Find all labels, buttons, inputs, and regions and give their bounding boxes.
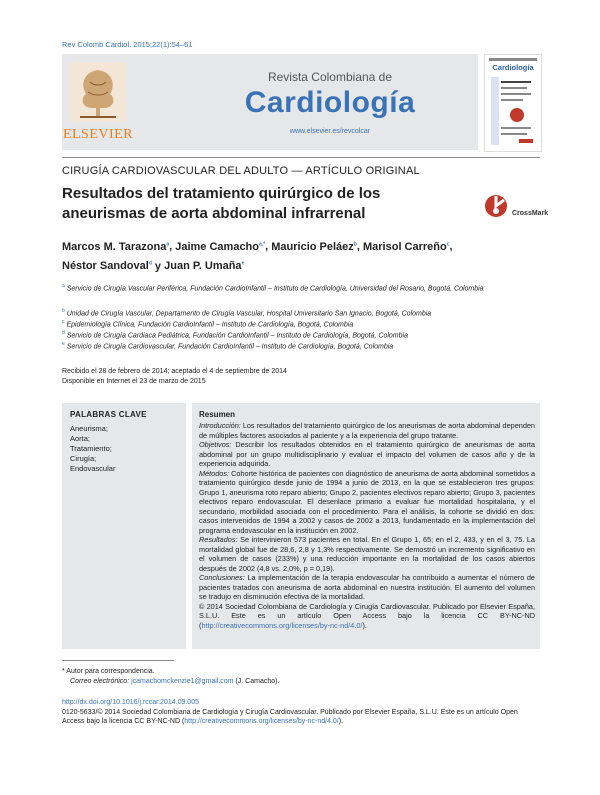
affiliation-a: $^a$ Servicio de Cirugía Vascular Periférica, Fundación CardioInfantil – Instituto de Cardiología, Universidad del Rosario, Bogotá, Colombia: [62, 283, 484, 293]
header-divider: [62, 157, 540, 158]
author-5[interactable]: Néstor Sandoval$^d$: [62, 260, 152, 273]
crossmark-label[interactable]: CrossMark: [512, 210, 549, 217]
abstract-intro: Introducción: Los resultados del tratamiento quirúrgico de los aneurismas de aorta abdominal dependen de múltiples factores asociados al paciente y a la experiencia del grupo tratante.: [199, 421, 535, 440]
author-4[interactable]: Marisol Carreño$^c$: [362, 240, 450, 253]
section-label: CIRUGÍA CARDIOVASCULAR DEL ADULTO — ARTÍCULO ORIGINAL: [62, 165, 420, 177]
affiliation-b: $^b$ Unidad de Cirugía Vascular, Departamento de Cirugía Vascular, Hospital Universitario San Ignacio, Bogotá, Colombia: [62, 308, 432, 318]
cover-image: [489, 75, 537, 147]
email-link[interactable]: jcamachomckenzie1@gmail.com: [131, 678, 234, 685]
affiliation-d: $^d$ Servicio de Cirugía Cardiaca Pediátrica, Fundación CardioInfantil – Instituto de Cardiología, Bogotá, Colombia: [62, 330, 408, 340]
abstract-results: Resultados: Se intervinieron 573 pacientes en total. En el Grupo 1, 65; en el 2, 433, y en el 3, 75. La mortalidad global fue de 28,6, 2,8 y 1,3% respectivamente. Se demostró un incremento significativo en el volumen de casos (233%) y una reducción importante en la mortalidad de los casos abiertos después de 2002 (4,8 vs. 2,0%, p = 0,19).: [199, 535, 535, 573]
author-1[interactable]: Marcos M. Tarazona$^a$: [62, 240, 170, 253]
cover-title: Cardiología: [492, 63, 534, 72]
author-3[interactable]: Mauricio Peláez$^b$: [271, 240, 357, 253]
keyword-item: Aorta;: [70, 434, 91, 443]
keywords-list: [70, 424, 115, 474]
author-6[interactable]: Juan P. Umaña$^e$: [164, 260, 245, 273]
keywords-title: PALABRAS CLAVE: [70, 410, 147, 419]
crossmark-icon[interactable]: [484, 186, 540, 226]
abstract-copyright: © 2014 Sociedad Colombiana de Cardiología y Cirugía Cardiovascular. Publicado por Elsevier España, S.L.U. Este es un artículo Open Access bajo la licencia CC BY-NC-ND (http://creativecommons.org/licenses/by-nc-nd/4.0/).: [199, 601, 535, 630]
article-title: Resultados del tratamiento quirúrgico de los aneurismas de aorta abdominal infrarrenal: [62, 185, 381, 222]
journal-citation: Rev Colomb Cardiol. 2015;22(1):54–61: [62, 40, 193, 49]
author-2[interactable]: Jaime Camacho$^{a,*}$: [175, 240, 266, 253]
journal-title: Cardiología: [244, 86, 416, 119]
abstract-objectives: Objetivos: Describir los resultados obtenidos en el tratamiento quirúrgico de aneurismas de aorta abdominal por un grupo multidisciplinario y evaluar el impacto del volumen de casos año y de la experiencia adquirida.: [199, 440, 535, 468]
keyword-item: Cirugía;: [70, 454, 97, 463]
journal-cover-thumbnail: [484, 54, 542, 152]
bottom-info: [62, 698, 540, 727]
affiliation-e: $^e$ Servicio de Cirugía Cardiovascular, Fundación CardioInfantil – Instituto de Cardiología, Bogotá, Colombia: [62, 341, 394, 351]
footnote-divider: [62, 660, 174, 661]
journal-subtitle: Revista Colombiana de: [267, 70, 393, 84]
correspondence-note: [62, 667, 532, 687]
license-link[interactable]: http://creativecommons.org/licenses/by-nc-nd/4.0/: [201, 620, 363, 630]
bottom-license-link[interactable]: http://creativecommons.org/licenses/by-nc-nd/4.0/: [184, 718, 339, 725]
author-email: Correo electrónico: jcamachomckenzie1@gmail.com (J. Camacho).: [70, 678, 280, 685]
keyword-item: Aneurisma;: [70, 424, 108, 433]
abstract-title: Resumen: [199, 410, 236, 419]
publisher-name: ELSEVIER: [62, 127, 134, 142]
keyword-item: Endovascular: [70, 464, 116, 473]
doi-link[interactable]: http://dx.doi.org/10.1016/j.rccar.2014.09.005: [62, 699, 199, 706]
abstract-conclusions: Conclusiones: La implementación de la terapia endovascular ha contribuido a aumentar el número de pacientes tratados con aneurisma de aorta abdominal en nuestra institución. El aumento del volumen se tradujo en disminución efectiva de la mortalidad.: [199, 573, 535, 601]
abstract-methods: Métodos: Cohorte histórica de pacientes con diagnóstico de aneurisma de aorta abdominal sometidos a tratamiento quirúrgico desde junio de 1994 a junio de 2013, en la que se establecieron tres grupos: Grupo 1, aneurisma roto reparo abierto; Grupo 2, pacientes electivos reparo abierto; Grupo 3, pacientes electivos reparo endovascular. El desenlace primario a evaluar fue mortalidad hospitalaria, y el secundario, morbilidad asociada con el procedimiento. Para el análisis, la cohorte se dividió en dos: casos intervenidos de 1994 a 2002 y casos de 2002 a 2013, fundamentado en la implementación del programa endovascular en la institución en 2002.: [199, 468, 535, 535]
keyword-item: Tratamiento;: [70, 444, 112, 453]
affiliation-c: $^c$ Epidemiología Clínica, Fundación CardioInfantil – Instituto de Cardiología, Bogotá, Colombia: [62, 319, 354, 329]
author-list: Marcos M. Tarazona$^a$, Jaime Camacho$^{a,*}$, Mauricio Peláez$^b$, Marisol Carreño$^c$, Néstor Sandoval$^d$ y Juan P. Umaña$^e$: [62, 240, 453, 273]
elsevier-tree-logo: [70, 62, 126, 122]
journal-url-link[interactable]: www.elsevier.es/revcolcar: [289, 128, 371, 135]
corresponding-author: * Autor para correspondencia.: [62, 668, 155, 675]
article-dates: [62, 367, 522, 386]
received-accepted-date: Recibido el 28 de febrero de 2014; aceptado el 4 de septiembre de 2014: [62, 368, 287, 375]
bottom-license: 0120-5633/© 2014 Sociedad Colombiana de Cardiología y Cirugía Cardiovascular. Publicado por Elsevier España, S.L.U. Este es un artículo Open Access bajo la licencia CC BY-NC-ND (http://creativecommons.org/licenses/by-nc-nd/4.0/).: [62, 708, 518, 725]
abstract-body: [199, 421, 535, 630]
online-date: Disponible en Internet el 23 de marzo de 2015: [62, 377, 206, 385]
cover-header-bar: [489, 58, 537, 61]
